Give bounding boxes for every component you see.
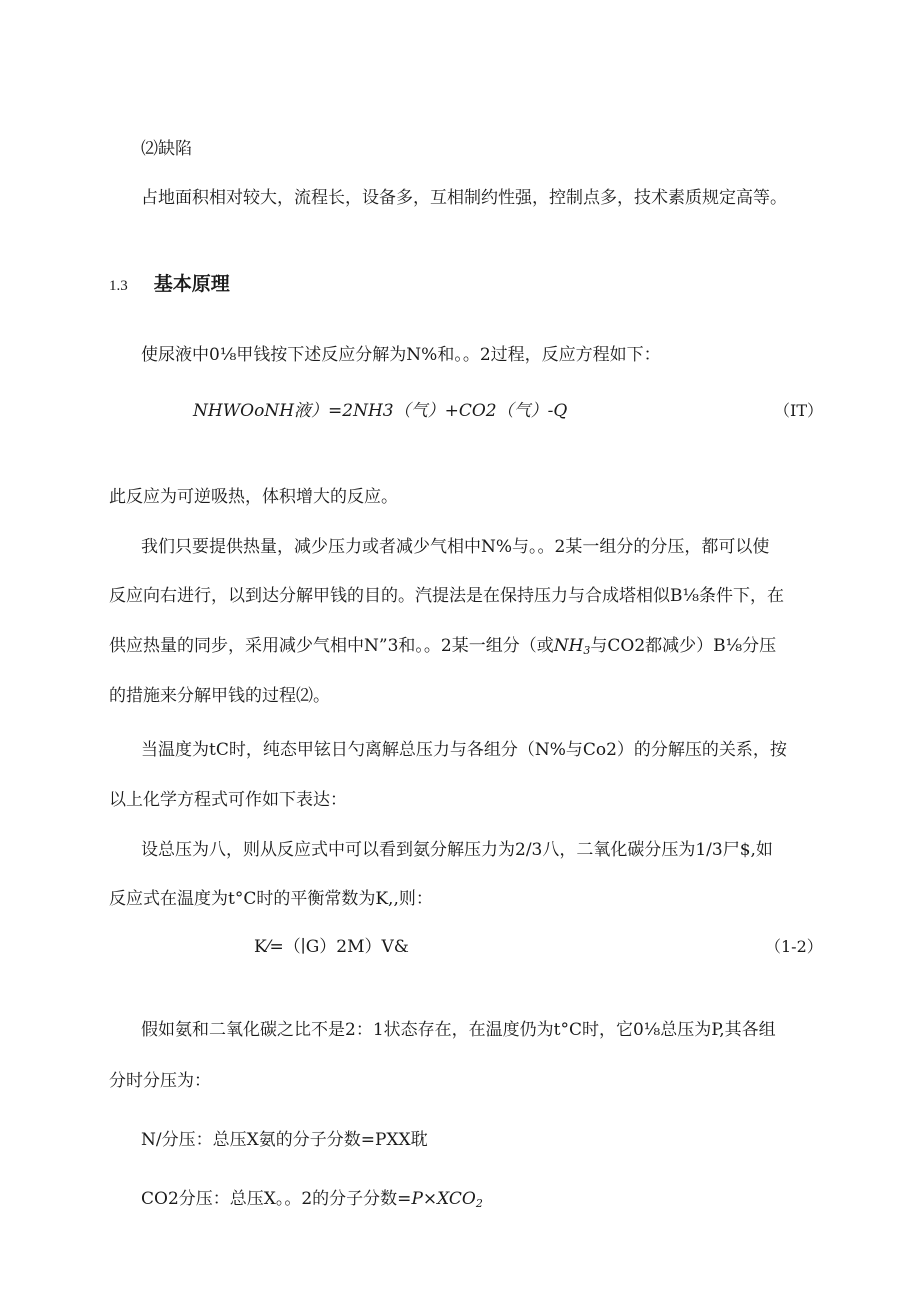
para3-line2: 反应式在温度为t°C时的平衡常数为K,,则： <box>109 889 433 909</box>
reaction-note: 此反应为可逆吸热，体积增大的反应。 <box>109 487 398 507</box>
formula-co2-expression: $P\times XCO_2$ <box>411 1189 483 1210</box>
para1-line5: 的措施来分解甲钱的过程⑵。 <box>109 686 330 706</box>
section-heading <box>109 274 230 296</box>
para1-line3-text: 供应热量的同步，采用减少气相中N”3和。。2某一组分（或 <box>109 636 554 656</box>
equation-2: K⁄=（∣G）2M）V& <box>254 937 409 957</box>
equation-1-number: （IT） <box>774 401 823 420</box>
para4-line2: 分时分压为： <box>109 1071 211 1091</box>
formula-co2-text: CO2分压：总压X。。2的分子分数= <box>141 1189 412 1209</box>
section-title: 基本原理 <box>153 273 230 295</box>
para1-line2: 反应向右进行，以到达分解甲钱的目的。汽提法是在保持压力与合成塔相似B⅛条件下，在 <box>109 586 784 606</box>
defect-text: 占地面积相对较大，流程长，设备多，互相制约性强，控制点多，技术素质规定高等。 <box>141 188 787 208</box>
para3-line1: 设总压为八，则从反应式中可以看到氨分解压力为2/3八，二氧化碳分压为1/3尸$,如 <box>141 840 773 860</box>
defect-label: ⑵缺陷 <box>141 139 192 159</box>
equation-1: NHWOoNH液）=2NH3（气）+CO2（气）-Q <box>193 401 568 421</box>
nh3-formula: $NH_3$ <box>553 636 591 657</box>
intro-line: 使尿液中0⅛甲钱按下述反应分解为N%和。。2过程，反应方程如下： <box>141 345 661 365</box>
para2-line2: 以上化学方程式可作如下表达： <box>109 790 347 810</box>
para4-line1: 假如氨和二氧化碳之比不是2：1状态存在，在温度仍为t°C时，它0⅛总压为P,其各组 <box>141 1020 776 1040</box>
equation-2-number: （1-2） <box>765 937 823 956</box>
para2-line1: 当温度为tC时，纯态甲铉日勺离解总压力与各组分（N%与Co2）的分解压的关系，按 <box>141 740 787 760</box>
formula-n-partial: N/分压：总压X氨的分子分数=PXX耽 <box>141 1130 428 1150</box>
para1-line3 <box>109 636 776 661</box>
para1-line1: 我们只要提供热量，减少压力或者减少气相中N%与。。2某一组分的分压，都可以使 <box>141 537 770 557</box>
para1-line3-rest: 与CO2都减少）B⅛分压 <box>590 636 777 656</box>
formula-co2-partial <box>141 1189 483 1214</box>
section-number: 1.3 <box>109 278 128 294</box>
